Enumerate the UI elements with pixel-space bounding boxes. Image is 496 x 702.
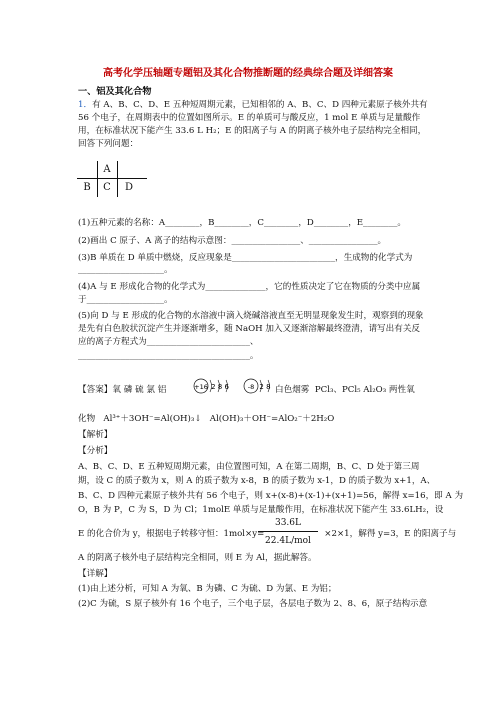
table-cell-d: D bbox=[124, 182, 134, 193]
page-title: 高考化学压轴题专题铝及其化合物推断题的经典综合题及详细答案 bbox=[103, 68, 393, 79]
analysis-line-6: A 的阴离子核外电子层结构完全相同，则 E 为 Al，据此解答。 bbox=[78, 553, 317, 563]
detail-line-1: (1)由上述分析，可知 A 为氧、B 为磷、C 为硫、D 为氯、E 为铝； bbox=[78, 584, 337, 594]
answer-label: 【答案】 bbox=[78, 385, 113, 395]
table-cell-c: C bbox=[103, 182, 111, 193]
analysis-line-1: A、B、C、D、E 五种短周期元素，由位置图可知，A 在第二周期，B、C、D 处于第三周 bbox=[78, 462, 420, 472]
answer-line-1-tail bbox=[275, 383, 427, 395]
question-intro-line-4: 回答下列问题： bbox=[78, 139, 139, 149]
table-cell-a: A bbox=[103, 164, 111, 175]
question-intro-line-1: 1．有 A、B、C、D、E 五种短周期元素，已知相邻的 A、B、C、D 四种元素原子核外共有 bbox=[78, 100, 428, 110]
fraction-bar bbox=[258, 531, 318, 532]
sulfur-shell-electrons: 2 8 6 bbox=[211, 383, 229, 391]
question-intro-line-3: 用，在标准状况下能产生 33.6 L H₂；E 的阳离子与 A 的阴离子核外电子层结构完全相同， bbox=[78, 126, 427, 136]
question-intro-line-2: 56 个电子，在周期表中的位置如图所示。E 的单质可与酸反应，1 mol E 单质与足量酸作 bbox=[78, 113, 421, 123]
sulfur-atom-structure-diagram bbox=[191, 375, 241, 397]
analysis-line-2: 期，设 C 的质子数为 x，则 A 的质子数为 x-8，B 的质子数为 x-1，D 的质子数为 x+1，A、 bbox=[78, 476, 436, 486]
section-heading: 一、铝及其化合物 bbox=[78, 86, 152, 97]
table-cell-b: B bbox=[83, 182, 91, 193]
answer-equation-1: Al³⁺＋3OH⁻=Al(OH)₃↓ bbox=[103, 414, 202, 424]
subquestion-3b: ____________________。 bbox=[78, 265, 173, 275]
answer-formulas: PCl₃、PCl₅ Al₂O₃ 两性氧 bbox=[314, 385, 415, 395]
analysis-line-5: E 的化合价为 y，根据电子转移守恒：1mol×y= ×2×1，解得 y=3，E 的阳离子与 bbox=[78, 529, 457, 539]
sulfur-nucleus-label: +16 bbox=[194, 383, 208, 391]
oxide-ion-structure-diagram bbox=[241, 375, 275, 397]
analysis-subheader: 【分析】 bbox=[78, 446, 113, 456]
answer-phenomenon: 白色烟雾 bbox=[275, 385, 310, 395]
fraction-numerator: 33.6L bbox=[274, 518, 301, 528]
subquestion-3a: (3)B 单质在 D 单质中燃烧，反应现象是________________________，生成物的化学式为 bbox=[78, 253, 413, 263]
subquestion-1: (1)五种元素的名称：A________，B________，C________，D________，E________。 bbox=[78, 218, 407, 228]
analysis-header: 【解析】 bbox=[78, 430, 113, 440]
periodic-table-fragment bbox=[77, 161, 147, 197]
detail-line-2: (2)C 为硫，S 原子核外有 16 个电子，三个电子层，各层电子数为 2、8、6，原子结构示意 bbox=[78, 599, 428, 609]
oxide-nucleus-label: -8 bbox=[247, 383, 255, 391]
subquestion-4a: (4)A 与 E 形成化合物的化学式为______________，它的性质决定了它在物质的分类中应属 bbox=[78, 282, 421, 292]
analysis-line-3: B、C、D 四种元素原子核外共有 56 个电子，则 x+(x-8)+(x-1)+(x+1)=56，解得 x=16，即 A 为 bbox=[78, 491, 464, 501]
subquestion-5d: ________________________________________。 bbox=[78, 351, 259, 361]
subquestion-5a: (5)向 D 与 E 形成的化合物的水溶液中滴入烧碱溶液直至无明显现象发生时，观察到的现象 bbox=[78, 311, 424, 321]
analysis-line-4: O，B 为 P，C 为 S，D 为 Cl；1molE 单质与足量酸作用，在标准状况下能产生 33.6LH₂，设 bbox=[78, 505, 444, 515]
subquestion-5b: 是先有白色胶状沉淀产生并逐渐增多，随 NaOH 加入又逐渐溶解最终澄清，请写出有关反 bbox=[78, 324, 421, 334]
question-number: 1． bbox=[78, 100, 93, 110]
detail-header: 【详解】 bbox=[78, 569, 113, 579]
subquestion-2: (2)画出 C 原子、A 离子的结构示意图：________________、________________。 bbox=[78, 236, 387, 246]
subquestion-4b: 于__________________。 bbox=[78, 295, 173, 305]
fraction-denominator: 22.4L/mol bbox=[265, 536, 311, 546]
answer-element-names: 氧 磷 硫 氯 铝 bbox=[112, 385, 167, 395]
answer-equation-2: Al(OH)₃＋OH⁻=AlO₂⁻＋2H₂O bbox=[209, 414, 335, 424]
oxide-shell-electrons: 2 8 bbox=[259, 383, 271, 391]
subquestion-5c: 应的离子方程式为________________________、 bbox=[78, 337, 259, 347]
answer-line-2: 化物 Al³⁺＋3OH⁻=Al(OH)₃↓ Al(OH)₃＋OH⁻=AlO₂⁻＋2H₂O bbox=[78, 414, 335, 424]
